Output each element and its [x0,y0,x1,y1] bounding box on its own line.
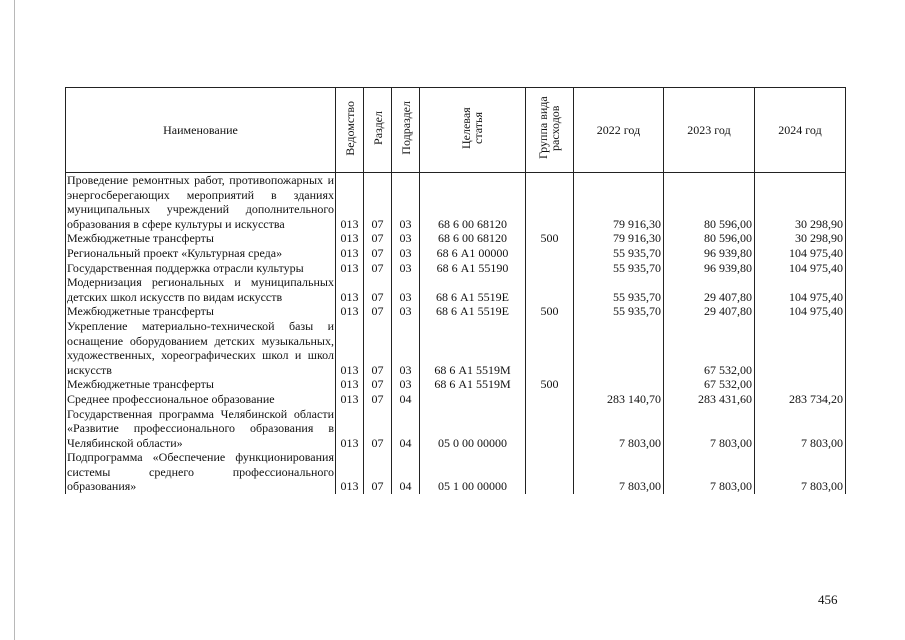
row-expense-group [526,246,574,261]
row-subsection: 03 [392,319,420,377]
header-2024: 2024 год [755,88,846,173]
header-name: Наименование [66,88,336,173]
row-expense-group [526,392,574,407]
row-value-2023: 67 532,00 [664,319,755,377]
row-section: 07 [364,392,392,407]
row-expense-group [526,407,574,451]
header-subsection: Подраздел [392,88,420,173]
row-value-2022: 7 803,00 [574,450,664,494]
row-target: 68 6 00 68120 [420,173,526,232]
row-subsection: 03 [392,173,420,232]
row-subsection: 03 [392,231,420,246]
row-expense-group [526,261,574,276]
table-row [66,275,846,304]
row-value-2022: 7 803,00 [574,407,664,451]
header-target: Целевая статья [420,88,526,173]
row-section: 07 [364,173,392,232]
row-value-2024: 30 298,90 [755,173,846,232]
row-value-2023: 29 407,80 [664,304,755,319]
row-value-2024: 104 975,40 [755,275,846,304]
table-row [66,392,846,407]
table-row [66,261,846,276]
row-subsection: 03 [392,261,420,276]
row-dept: 013 [336,173,364,232]
row-value-2022: 79 916,30 [574,231,664,246]
row-target: 68 6 00 68120 [420,231,526,246]
row-section: 07 [364,319,392,377]
row-value-2024: 104 975,40 [755,304,846,319]
row-dept: 013 [336,377,364,392]
row-expense-group: 500 [526,231,574,246]
header-2022: 2022 год [574,88,664,173]
row-value-2023: 7 803,00 [664,407,755,451]
row-value-2024: 30 298,90 [755,231,846,246]
row-section: 07 [364,450,392,494]
row-target: 68 6 А1 55190 [420,261,526,276]
row-name: Среднее профессиональное образование [66,392,336,407]
row-dept: 013 [336,246,364,261]
row-value-2022 [574,319,664,377]
table-row [66,231,846,246]
row-name: Модернизация региональных и муниципальных детских школ искусств по видам искусств [67,275,334,304]
row-name: Проведение ремонтных работ, противопожарных и энергосберегающих мероприятий в зданиях муниципальных учреждений дополнительного образования в сфере культуры и искусства [67,173,334,231]
row-value-2022: 55 935,70 [574,246,664,261]
row-section: 07 [364,246,392,261]
row-value-2023: 96 939,80 [664,246,755,261]
row-expense-group: 500 [526,377,574,392]
table-row [66,377,846,392]
row-name: Государственная программа Челябинской области «Развитие профессионального образования в Челябинской области» [67,406,334,450]
row-value-2023: 29 407,80 [664,275,755,304]
row-subsection: 03 [392,246,420,261]
table-row [66,407,846,451]
row-subsection: 03 [392,275,420,304]
table-row [66,246,846,261]
row-target: 05 1 00 00000 [420,450,526,494]
row-target: 05 0 00 00000 [420,407,526,451]
row-subsection: 04 [392,392,420,407]
row-section: 07 [364,275,392,304]
row-value-2024: 104 975,40 [755,261,846,276]
row-subsection: 04 [392,450,420,494]
row-dept: 013 [336,407,364,451]
row-dept: 013 [336,450,364,494]
row-value-2024: 283 734,20 [755,392,846,407]
row-section: 07 [364,377,392,392]
row-value-2024 [755,377,846,392]
row-expense-group [526,450,574,494]
page-number: 456 [818,592,838,607]
row-name: Укрепление материально-технической базы и оснащение оборудованием детских музыкальных, художественных, хореографических школ и школ искусств [67,318,334,377]
row-value-2022 [574,377,664,392]
row-dept: 013 [336,275,364,304]
row-section: 07 [364,261,392,276]
row-target: 68 6 А1 5519М [420,377,526,392]
row-value-2024: 7 803,00 [755,450,846,494]
table-row [66,319,846,377]
row-name: Государственная поддержка отрасли культуры [66,261,336,276]
row-value-2023: 67 532,00 [664,377,755,392]
row-dept: 013 [336,319,364,377]
row-dept: 013 [336,392,364,407]
row-value-2022: 79 916,30 [574,173,664,232]
row-subsection: 04 [392,407,420,451]
row-value-2022: 55 935,70 [574,261,664,276]
row-expense-group [526,173,574,232]
table-row [66,450,846,494]
row-value-2023: 7 803,00 [664,450,755,494]
row-name: Подпрограмма «Обеспечение функционирования системы среднего профессионального образования» [67,450,334,494]
row-subsection: 03 [392,377,420,392]
budget-table [65,87,846,494]
row-value-2023: 283 431,60 [664,392,755,407]
table-header-row [66,88,846,173]
scan-edge-line [14,0,15,640]
row-target [420,392,526,407]
row-name: Межбюджетные трансферты [66,231,336,246]
table-row [66,304,846,319]
row-value-2023: 80 596,00 [664,173,755,232]
header-section: Раздел [364,88,392,173]
row-value-2022: 283 140,70 [574,392,664,407]
row-value-2024 [755,319,846,377]
row-name: Межбюджетные трансферты [66,304,336,319]
row-value-2024: 7 803,00 [755,407,846,451]
header-dept: Ведомство [336,88,364,173]
row-target: 68 6 А1 5519Е [420,275,526,304]
row-value-2023: 96 939,80 [664,261,755,276]
row-dept: 013 [336,304,364,319]
row-name: Региональный проект «Культурная среда» [66,246,336,261]
row-section: 07 [364,304,392,319]
header-expense-group: Группа вида расходов [526,88,574,173]
row-value-2022: 55 935,70 [574,304,664,319]
row-value-2024: 104 975,40 [755,246,846,261]
row-target: 68 6 А1 5519М [420,319,526,377]
row-name: Межбюджетные трансферты [66,377,336,392]
row-dept: 013 [336,231,364,246]
row-expense-group [526,319,574,377]
row-expense-group [526,275,574,304]
row-dept: 013 [336,261,364,276]
row-expense-group: 500 [526,304,574,319]
row-value-2022: 55 935,70 [574,275,664,304]
row-value-2023: 80 596,00 [664,231,755,246]
header-2023: 2023 год [664,88,755,173]
row-section: 07 [364,407,392,451]
row-section: 07 [364,231,392,246]
row-subsection: 03 [392,304,420,319]
row-target: 68 6 А1 00000 [420,246,526,261]
row-target: 68 6 А1 5519Е [420,304,526,319]
table-row [66,173,846,232]
